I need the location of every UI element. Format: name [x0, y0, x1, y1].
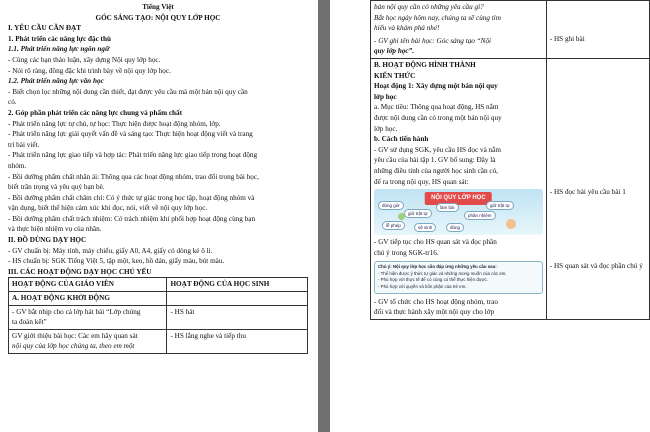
lesson-title: GÓC SÁNG TẠO: NỘI QUY LỚP HỌC	[95, 13, 221, 22]
objective-line: - Cùng các bạn thảo luận, xây dựng Nội quy lớp học.	[8, 55, 161, 64]
page-gap	[318, 0, 330, 432]
objective-line: III. CÁC HOẠT ĐỘNG DẠY HỌC CHỦ YẾU	[8, 267, 152, 276]
objective-line: biết trân trọng và yêu quý bạn bè.	[8, 183, 105, 192]
left-page	[0, 0, 318, 432]
table-row: B. HOẠT ĐỘNG HÌNH THÀNH KIẾN THỨC Hoạt động 1: Xây dựng một bản nội quy lớp học a. Mục tiêu: Thông qua hoạt động, HS nắm được nội dung cần có trong một bản nội quy lớp học. b. Cách tiến hành - GV sử dụng SGK, yêu cầu HS đọc và nắm yêu cầu của bài tập 1. GV bổ sung: Đây là những điều tinh của người học sinh cần có, để ra trong nội quy, HS quan sát: NỘI QUY LỚP HỌC đúng giờ giữ trật tự làm bài phân nhiệm lễ phép vệ sinh đúng giữ trật tự - GV tiếp tục cho HS quan sát và đọc phần chú ý trong SGK-tr16. Chú ý: Nội quy lớp học cần đáp ứng những yêu cầu sau: - Thể hiện được ý thức tự giác và những mong muốn của các em. - Phù hợp với thực tế để có cùng có thể thực hiện được. - Phù hợp với quyền và bổn phận của trẻ em. - GV tổ chức cho HS hoạt động nhóm, trao đổi và thực hành xây một nội quy cho lớp - HS đọc bài yêu cầu bài 1 - HS quan sát và đọc phần chú ý	[371, 58, 650, 319]
objective-line: - HS chuẩn bị: SGK Tiếng Việt 5, tập một, keo, hồ dán, giấy màu, bút màu.	[8, 257, 225, 266]
objective-line: - Nói rõ ràng, đồng đặc khi trình bày về nội quy lớp học.	[8, 66, 171, 75]
objective-line: trí bài viết.	[8, 140, 40, 149]
objective-line: - Bồi dưỡng phẩm chất chăm chỉ: Có ý thức tự giác trong học tập, hoạt động nhóm và	[8, 193, 255, 202]
objective-line: I. YÊU CẦU CẦN ĐẠT	[8, 24, 82, 33]
objective-line: - Phát triển năng lực tự chủ, tự học: Thực hiện được hoạt động nhóm, lớp.	[8, 119, 221, 128]
objective-line: có.	[8, 98, 17, 107]
table-row: bản nội quy cần có những yêu cầu gì? Bắt học ngày hôm nay, chúng ta sẽ cùng tìm hiểu và khám phá nhé! - GV ghi tên bài học: Góc sáng tạo “Nội quy lớp học”. - HS ghi bài	[371, 1, 650, 59]
objective-line: 1.1. Phát triển năng lực ngôn ngữ	[8, 45, 110, 54]
student-figure	[398, 213, 405, 220]
table-head-gv: HOẠT ĐỘNG CỦA GIÁO VIÊN	[9, 278, 167, 292]
classroom-rules-illustration: NỘI QUY LỚP HỌC đúng giờ giữ trật tự làm bài phân nhiệm lễ phép vệ sinh đúng giữ trật tự	[374, 189, 543, 235]
table-row: GV giới thiệu bài học: Các em hãy quan sát nội quy của lớp học chúng ta, theo em một - HS lắng nghe và tiếp thu	[9, 329, 308, 353]
table-row: - GV bắt nhịp cho cả lớp hát bài “Lớp chúng ta đoàn kết” - HS hát	[9, 305, 308, 329]
attention-note: Chú ý: Nội quy lớp học cần đáp ứng những yêu cầu sau: - Thể hiện được ý thức tự giác và những mong muốn của các em. - Phù hợp với thực tế để có cùng có thể thực hiện được. - Phù hợp với quyền và bổn phận của trẻ em.	[374, 261, 543, 293]
objective-line: II. ĐỒ DÙNG DẠY HỌC	[8, 236, 87, 245]
activities-table	[8, 277, 308, 354]
rules-banner: NỘI QUY LỚP HỌC	[425, 192, 492, 205]
objective-line: 1.2. Phát triển năng lực văn học	[8, 77, 104, 86]
student-figure	[506, 219, 516, 229]
objective-line: - Bồi dưỡng phẩm chất trách nhiệm: Có trách nhiệm khi phối hợp hoạt động cùng bạn	[8, 214, 256, 223]
objective-line: 1. Phát triển các năng lực đặc thù	[8, 34, 111, 43]
objective-line: - GV chuẩn bị: Máy tính, máy chiếu, giấy A0, A4, giấy có dòng kẻ ô li.	[8, 246, 213, 255]
activities-table-continued	[370, 0, 650, 320]
header-subject: Tiếng Việt	[142, 3, 174, 11]
objective-line: - Phát triển năng lực giải quyết vấn đề và sáng tạo: Thực hiện hoạt động viết và trang	[8, 130, 253, 139]
objectives-section	[8, 23, 308, 277]
section-a: A. HOẠT ĐỘNG KHỞI ĐỘNG	[9, 292, 167, 306]
right-page	[330, 0, 650, 432]
objective-line: nhóm.	[8, 161, 27, 170]
objective-line: vận dụng, biết thể hiện cảm xúc khi đọc, nói, viết về nội quy lớp học.	[8, 204, 208, 213]
objective-line: và thực hiện nhiệm vụ của nhân.	[8, 225, 102, 234]
table-head-hs: HOẠT ĐỘNG CỦA HỌC SINH	[167, 278, 308, 292]
objective-line: - Biết chọn lọc những nội dung cần thiết, đạt được yêu cầu mà một bản nội quy cần	[8, 87, 248, 96]
objective-line: - Bồi dưỡng phẩm chất nhân ái: Thông qua các hoạt động nhóm, trao đổi trong bài học,	[8, 172, 259, 181]
objective-line: 2. Góp phần phát triển các năng lực chung và phẩm chất	[8, 108, 183, 117]
objective-line: - Phát triển năng lực giao tiếp và hợp tác: Phát triển năng lực giao tiếp trong hoạt động	[8, 151, 258, 160]
